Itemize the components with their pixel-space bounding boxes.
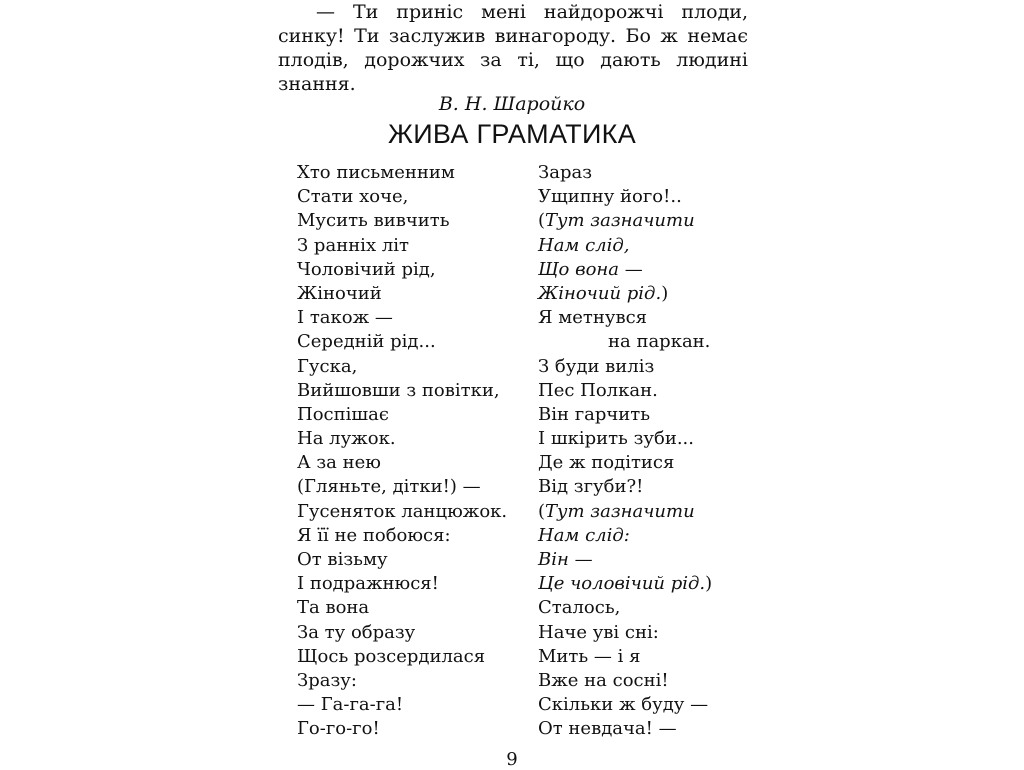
poem-line: Я її не побоюся: — [297, 524, 451, 546]
poem-line-italic: Це чоловічий рід. — [538, 573, 706, 595]
poem-line-italic: Тут зазначити — [545, 500, 695, 522]
poem-line: Скільки ж буду — — [538, 694, 709, 716]
poem-line: Зразу: — [297, 669, 357, 691]
poem-line: Гусеняток ланцюжок. — [297, 500, 508, 522]
poem-line: На лужок. — [297, 428, 396, 450]
poem-line-italic: Що вона — — [538, 258, 643, 280]
poem-line-italic: Він — — [538, 549, 593, 570]
poem-line: Поспішає — [297, 403, 389, 425]
poem-line: Хто письменним — [297, 162, 455, 183]
poem-author: В. Н. Шаройко — [438, 93, 586, 115]
poem-line: Середній рід... — [297, 331, 436, 353]
poem-column-left — [297, 161, 507, 742]
poem-line: І шкірить зуби... — [538, 428, 694, 450]
poem-line: Пес Полкан. — [538, 379, 658, 401]
poem-line — [538, 548, 712, 572]
poem-line: Я метнувся — [538, 307, 648, 329]
poem-line: Наче уві сні: — [538, 621, 659, 643]
poem-line: От невдача! — — [538, 718, 677, 740]
intro-paragraph — [278, 0, 748, 96]
poem-line-italic: Нам слід: — [538, 524, 630, 546]
poem-line: Чоловічий рід, — [297, 258, 436, 280]
poem-line: Від згуби?! — [538, 476, 644, 498]
poem-line: За ту образу — [297, 621, 416, 643]
poem-line — [538, 572, 712, 596]
poem-line — [538, 209, 712, 233]
poem-line: Та вона — [297, 597, 370, 619]
poem-line: Мусить вивчить — [297, 210, 450, 232]
poem-line: І подражнюся! — [297, 573, 439, 595]
poem-line: Він гарчить — [538, 403, 651, 425]
poem-line: Стати хоче, — [297, 186, 409, 208]
poem-line: От візьму — [297, 549, 388, 570]
poem-line — [538, 282, 712, 306]
poem-line: Щось розсердилася — [297, 645, 486, 667]
poem-line: — Га-га-га! — [297, 694, 404, 716]
poem-line: Гуска, — [297, 355, 358, 377]
intro-text: — Ти приніс мені найдорожчі плоди, синку! Ти заслужив винагороду. Бо ж немає плодів, дорожчих за ті, що дають людині знання. — [278, 1, 748, 95]
poem-line: Жіночий — [297, 282, 382, 304]
poem-line: на паркан. — [608, 331, 711, 353]
poem-line: З ранніх літ — [297, 234, 409, 256]
poem-line: Вийшовши з повітки, — [297, 379, 500, 401]
poem-line: (Гляньте, дітки!) — — [297, 476, 481, 498]
poem-line: З буди виліз — [538, 355, 655, 377]
poem-title: ЖИВА ГРАМАТИКА — [387, 119, 637, 149]
poem-line — [538, 234, 712, 258]
poem-line: Ущипну його!.. — [538, 186, 682, 208]
poem-line-italic: Нам слід, — [538, 234, 630, 256]
poem-line — [538, 258, 712, 282]
poem-line — [538, 500, 712, 524]
poem-line: Сталось, — [538, 597, 621, 619]
poem-line: Мить — і я — [538, 645, 641, 667]
poem-line: Го-го-го! — [297, 718, 380, 740]
poem-line — [538, 524, 712, 548]
poem-line-suffix: ) — [705, 573, 713, 595]
poem-line: А за нею — [297, 452, 381, 474]
poem-line-italic: Жіночий рід. — [538, 282, 662, 304]
poem-column-right — [538, 161, 712, 742]
poem-line: Зараз — [538, 162, 593, 183]
page-number: 9 — [506, 749, 518, 770]
poem-line-suffix: ) — [661, 282, 669, 304]
poem-line: Вже на сосні! — [538, 669, 669, 691]
poem-line-italic: Тут зазначити — [545, 210, 695, 232]
poem-line-prefix: ( — [538, 500, 546, 522]
poem-line-prefix: ( — [538, 210, 546, 232]
poem-line: Де ж подітися — [538, 452, 675, 474]
poem-line: І також — — [297, 307, 393, 329]
